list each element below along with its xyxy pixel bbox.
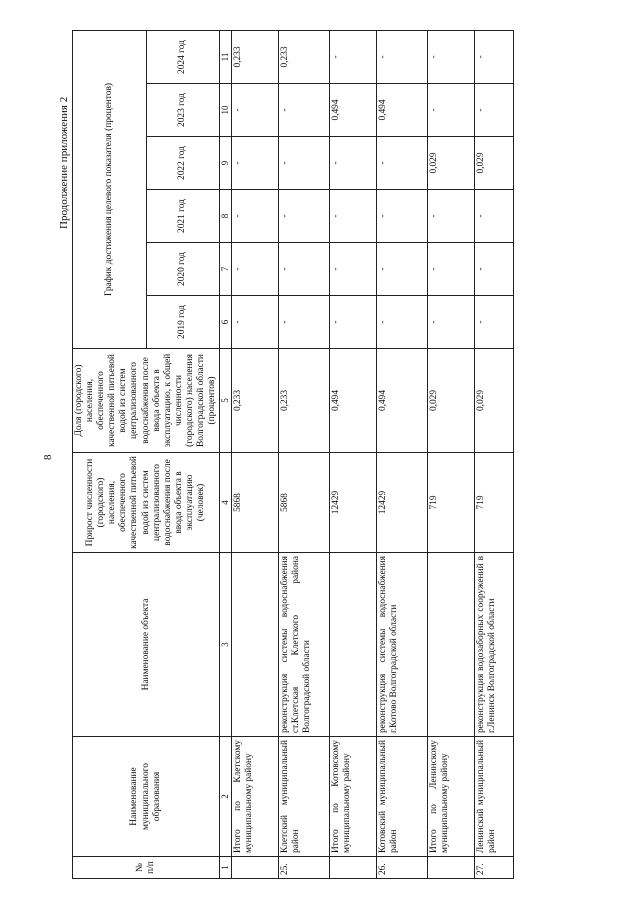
- row-number: 27.: [475, 857, 514, 879]
- header-object: Наименование объекта: [73, 553, 220, 737]
- year-value: -: [428, 190, 475, 243]
- population-share: 0,494: [377, 349, 428, 453]
- object-name: реконструкция системы водоснабжения г.Котово Волгоградской области: [377, 553, 428, 737]
- year-value: -: [377, 190, 428, 243]
- column-number: 10: [220, 84, 232, 137]
- object-name: реконструкция системы водоснабжения ст.Клетская Клетского района Волгоградской области: [279, 553, 330, 737]
- header-schedule: График достижения целевого показателя (процентов): [73, 30, 147, 348]
- population-share: 0,494: [330, 349, 377, 453]
- year-value: -: [428, 243, 475, 296]
- object-name: [330, 553, 377, 737]
- year-value: -: [232, 84, 279, 137]
- year-value: -: [377, 243, 428, 296]
- year-value: -: [279, 84, 330, 137]
- year-value: 0,233: [279, 30, 330, 83]
- row-number: [330, 857, 377, 879]
- year-value: -: [428, 30, 475, 83]
- municipality-name: Итого по Ленинскому муниципальному району: [428, 737, 475, 857]
- population-growth: 12429: [377, 453, 428, 553]
- year-value: -: [428, 296, 475, 349]
- column-number: 5: [220, 349, 232, 453]
- column-number: 8: [220, 190, 232, 243]
- population-growth: 12429: [330, 453, 377, 553]
- table-row-subtotal: [232, 30, 279, 878]
- column-number: 1: [220, 857, 232, 879]
- year-value: -: [475, 243, 514, 296]
- header-year: 2021 год: [146, 190, 220, 243]
- row-number: 26.: [377, 857, 428, 879]
- column-number: 7: [220, 243, 232, 296]
- row-number: 25.: [279, 857, 330, 879]
- column-number: 4: [220, 453, 232, 553]
- year-value: -: [279, 137, 330, 190]
- year-value: -: [475, 30, 514, 83]
- year-value: -: [279, 190, 330, 243]
- table-row-subtotal: [330, 30, 377, 878]
- population-share: 0,029: [428, 349, 475, 453]
- year-value: -: [279, 296, 330, 349]
- year-value: -: [377, 137, 428, 190]
- municipality-name: Клетский муниципальный район: [279, 737, 330, 857]
- year-value: -: [330, 30, 377, 83]
- year-value: -: [330, 296, 377, 349]
- population-growth: 719: [428, 453, 475, 553]
- year-value: -: [377, 30, 428, 83]
- year-value: -: [377, 296, 428, 349]
- header-year: 2024 год: [146, 30, 220, 83]
- continuation-title: Продолжение приложения 2: [58, 96, 70, 229]
- year-value: -: [279, 243, 330, 296]
- year-value: -: [475, 190, 514, 243]
- row-number: [232, 857, 279, 879]
- header-year: 2023 год: [146, 84, 220, 137]
- population-share: 0,029: [475, 349, 514, 453]
- header-share: Доля (городского) населения, обеспеченного качественной питьевой водой из систем централизованного водоснабжения после ввода объекта в эксплуатацию, к общей численности (городского) населения Волгоградской области (процентов): [73, 349, 220, 453]
- year-value: -: [232, 137, 279, 190]
- municipality-name: Итого по Клетскому муниципальному району: [232, 737, 279, 857]
- year-value: -: [330, 243, 377, 296]
- population-share: 0,233: [279, 349, 330, 453]
- year-value: -: [475, 296, 514, 349]
- year-value: -: [232, 296, 279, 349]
- column-number: 9: [220, 137, 232, 190]
- table-row-subtotal: [428, 30, 475, 878]
- column-number: 6: [220, 296, 232, 349]
- population-growth: 5868: [279, 453, 330, 553]
- header-year: 2019 год: [146, 296, 220, 349]
- year-value: -: [232, 190, 279, 243]
- year-value: -: [330, 137, 377, 190]
- column-number: 2: [220, 737, 232, 857]
- year-value: -: [232, 243, 279, 296]
- municipality-name: Ленинский муниципальный район: [475, 737, 514, 857]
- object-name: [428, 553, 475, 737]
- header-no: № п/п: [73, 857, 220, 879]
- column-number: 11: [220, 30, 232, 83]
- object-name: [232, 553, 279, 737]
- year-value: 0,494: [377, 84, 428, 137]
- year-value: -: [428, 84, 475, 137]
- year-value: 0,029: [475, 137, 514, 190]
- population-growth: 719: [475, 453, 514, 553]
- table-row: [279, 30, 330, 878]
- municipality-name: Итого по Котовскому муниципальному району: [330, 737, 377, 857]
- table-row: [475, 30, 514, 878]
- header-year: 2022 год: [146, 137, 220, 190]
- population-growth: 5868: [232, 453, 279, 553]
- row-number: [428, 857, 475, 879]
- year-value: -: [475, 84, 514, 137]
- year-value: 0,494: [330, 84, 377, 137]
- indicator-table: [72, 30, 514, 879]
- page-number: 8: [42, 454, 54, 460]
- header-growth: Прирост численности (городского) населения, обеспеченного качественной питьевой водой из систем централизованного водоснабжения после ввода объекта в эксплуатацию (человек): [73, 453, 220, 553]
- population-share: 0,233: [232, 349, 279, 453]
- object-name: реконструкция водозаборных сооружений в г.Ленинск Волгоградской области: [475, 553, 514, 737]
- year-value: 0,029: [428, 137, 475, 190]
- table-row: [377, 30, 428, 878]
- year-value: 0,233: [232, 30, 279, 83]
- header-municipality: Наименование муниципального образования: [73, 737, 220, 857]
- municipality-name: Котовский муниципальный район: [377, 737, 428, 857]
- year-value: -: [330, 190, 377, 243]
- header-year: 2020 год: [146, 243, 220, 296]
- column-number: 3: [220, 553, 232, 737]
